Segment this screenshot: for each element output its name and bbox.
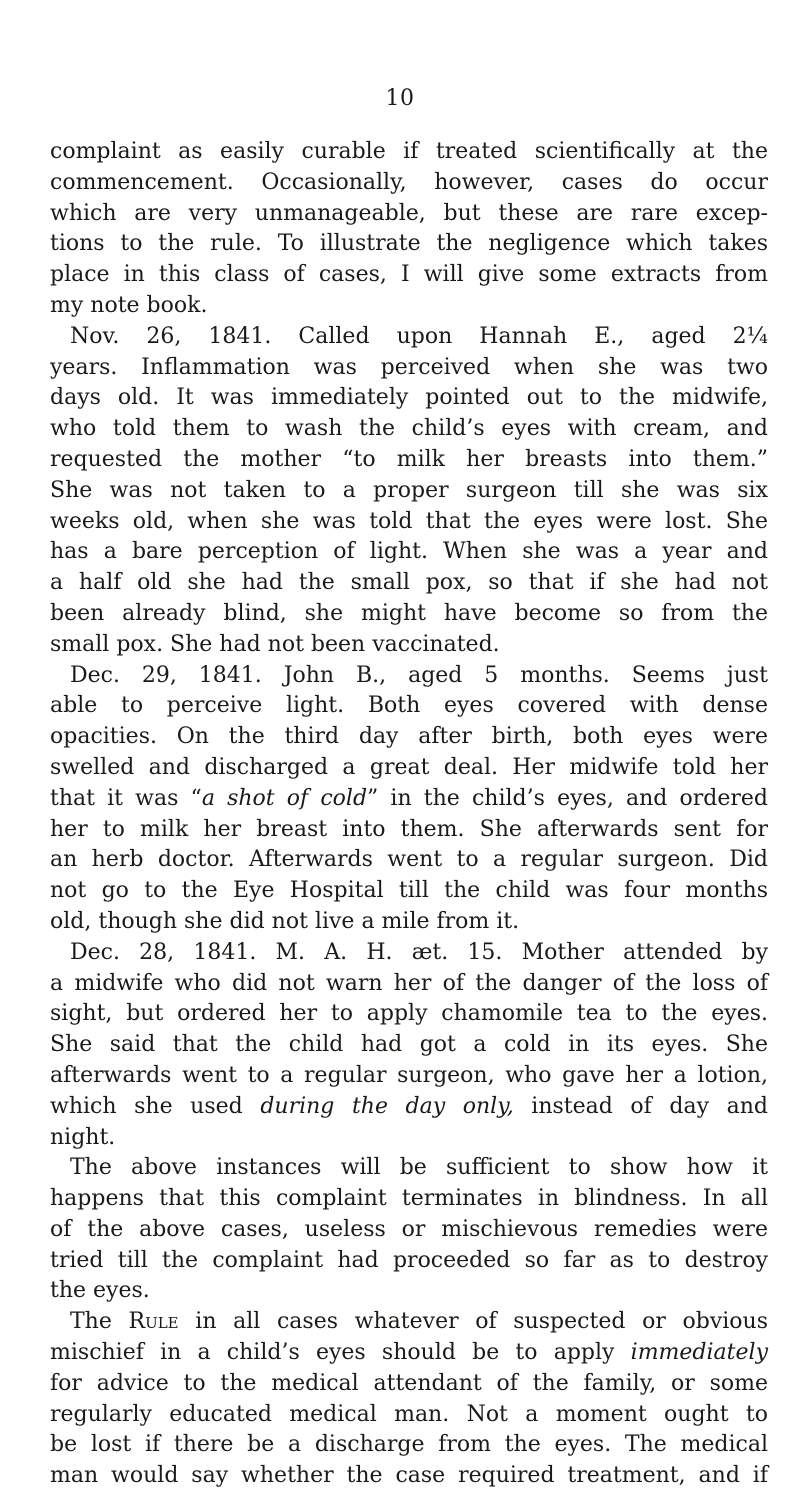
text-line: old, though she did not live a mile from it. (50, 908, 520, 934)
text-line: Nov. 26, 1841. Called upon Hannah E., aged 2¼ (70, 323, 768, 349)
text-segment: that it was “ (50, 785, 202, 811)
text-line: of the above cases, useless or mischievous remedies were (50, 1216, 768, 1242)
text-line: swelled and discharged a great deal. Her midwife told her (50, 754, 768, 780)
text-line: days old. It was immediately pointed out to the midwife, (50, 385, 768, 411)
text-segment: instead of day and (513, 1093, 768, 1119)
text-line: tried till the complaint had proceeded so far as to destroy (50, 1247, 768, 1273)
page-number: 10 (385, 86, 415, 111)
text-line: She said that the child had got a cold in its eyes. She (50, 1032, 768, 1058)
text-line: which are very unmanageable, but these are rare excep- (50, 200, 768, 226)
text-line: my note book. (50, 292, 208, 318)
text-line: able to perceive light. Both eyes covered with dense (50, 693, 768, 719)
text-segment: The (70, 1309, 129, 1335)
text-line: night. (50, 1124, 116, 1150)
text-segment: a shot of cold (201, 785, 368, 811)
text-line: years. Inflammation was perceived when she was two (50, 354, 768, 380)
text-line: small pox. She had not been vaccinated. (50, 631, 500, 657)
text-line: sight, but ordered her to apply chamomile tea to the eyes. (50, 1001, 768, 1027)
text-segment: which she used (50, 1093, 261, 1119)
text-segment: Rule (128, 1309, 179, 1335)
text-line: been already blind, she might have become so from the (50, 600, 768, 626)
text-line: place in this class of cases, I will give some extracts from (50, 262, 768, 288)
text-line: afterwards went to a regular surgeon, who gave her a lotion, (50, 1062, 768, 1088)
text-line: commencement. Occasionally, however, cases do occur (50, 169, 768, 195)
text-line: has a bare perception of light. When she was a year and (50, 539, 768, 565)
text-line: who told them to wash the child’s eyes with cream, and (50, 416, 768, 442)
text-line: opacities. On the third day after birth, both eyes were (50, 724, 768, 750)
text-line: requested the mother “to milk her breasts into them.” (50, 446, 768, 472)
text-segment: in all cases whatever of suspected or obvious (178, 1309, 768, 1335)
text-line (50, 784, 768, 815)
text-line: She was not taken to a proper surgeon till she was six (50, 477, 768, 503)
text-line: the eyes. (50, 1278, 150, 1304)
text-line: her to milk her breast into them. She afterwards sent for (50, 816, 768, 842)
text-line: complaint as easily curable if treated scientifically at the (50, 139, 768, 164)
text-line: Dec. 28, 1841. M. A. H. æt. 15. Mother attended by (70, 939, 768, 965)
text-line (50, 1092, 768, 1123)
text-line: weeks old, when she was told that the eyes were lost. She (50, 508, 768, 534)
text-line: a midwife who did not warn her of the danger of the loss of (50, 970, 768, 996)
text-line: regularly educated medical man. Not a moment ought to (50, 1401, 768, 1427)
text-line: man would say whether the case required treatment, and if (50, 1463, 768, 1489)
text-line: Dec. 29, 1841. John B., aged 5 months. Seems just (70, 662, 768, 688)
text-line (50, 1307, 768, 1338)
body-text (50, 137, 768, 1492)
text-line: for advice to the medical attendant of the family, or some (50, 1370, 768, 1396)
text-line: be lost if there be a discharge from the eyes. The medical (50, 1432, 768, 1458)
text-line: The above instances will be sufficient to show how it (70, 1155, 768, 1181)
text-line: happens that this complaint terminates in blindness. In all (50, 1186, 768, 1212)
text-segment: during the day only, (260, 1093, 514, 1119)
text-segment: ” in the child’s eyes, and ordered (367, 785, 768, 811)
text-line: mischief in a child’s eyes should be to apply immediately (50, 1340, 768, 1366)
text-line: a half old she had the small pox, so that if she had not (50, 570, 768, 596)
text-line: an herb doctor. Afterwards went to a regular surgeon. Did (50, 847, 768, 873)
text-line: tions to the rule. To illustrate the negligence which takes (50, 231, 768, 257)
text-line: not go to the Eye Hospital till the child was four months (50, 878, 768, 904)
